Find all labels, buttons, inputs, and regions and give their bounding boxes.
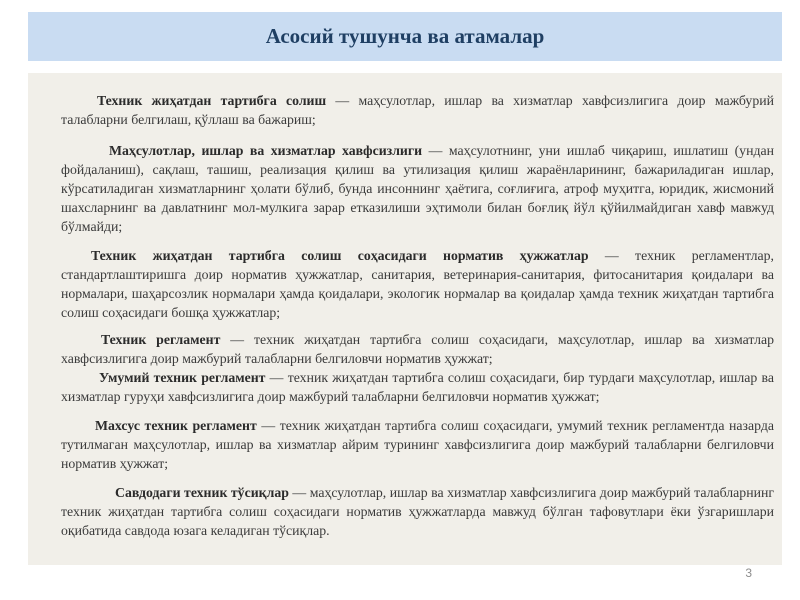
definition-text: — техник жиҳатдан тартибга солиш соҳасидаги, умумий техник регламентда назарда тутилмаган маҳсулотлар, ишлар ва хизматлар айрим турининг хавфсизлигига доир мажбурий талабларни белгиловчи норматив ҳужжат; (61, 418, 774, 471)
definition-text: — маҳсулотлар, ишлар ва хизматлар хавфсизлигига доир мажбурий талабларнинг техник жиҳатдан тартибга солиш соҳасидаги норматив ҳужжатларда мавжуд бўлган тафовутлари ёки ўзгаришлари оқибатида савдода юзага келадиган тўсиқлар. (61, 485, 774, 538)
term: Техник регламент (101, 332, 221, 347)
term: Савдодаги техник тўсиқлар (115, 485, 289, 500)
page-number: 3 (745, 566, 752, 580)
definition-text: — маҳсулотлар, ишлар ва хизматлар хавфсизлигига доир мажбурий талабларни белгилаш, қўллаш ва бажариш; (61, 93, 774, 127)
definition-technical-regulation-process (61, 91, 774, 129)
term: Техник жиҳатдан тартибга солиш (97, 93, 327, 108)
term: Умумий техник регламент (99, 370, 266, 385)
definition-text: — техник регламентлар, стандартлаштиришга доир норматив ҳужжатлар, санитария, ветеринария-санитария, фитосанитария қоидалари ва нормалари, шаҳарсозлик нормалари ҳамда қоидалари, экологик нормалар ва қоидалар ҳамда техник жиҳатдан тартибга солиш соҳасидаги бошқа ҳужжатлар; (61, 248, 774, 320)
term: Маҳсулотлар, ишлар ва хизматлар хавфсизлиги (109, 143, 423, 158)
term: Махсус техник регламент (95, 418, 257, 433)
definitions-panel (28, 73, 782, 565)
definition-general-technical-regulation (61, 368, 774, 406)
definition-text: — техник жиҳатдан тартибга солиш соҳасидаги, маҳсулотлар, ишлар ва хизматлар хавфсизлигига доир мажбурий талабларни белгиловчи норматив ҳужжат; (61, 332, 775, 366)
definition-text: — техник жиҳатдан тартибга солиш соҳасидаги, бир турдаги маҳсулотлар, ишлар ва хизматлар гуруҳи хавфсизлигига доир мажбурий талабларни белгиловчи норматив ҳужжат; (61, 370, 774, 404)
definition-text: — маҳсулотнинг, уни ишлаб чиқариш, ишлатиш (ундан фойдаланиш), сақлаш, ташиш, реализация қилиш ва утилизация қилиш жараёнларининг, бажариладиган ишлар, кўрсатиладиган хизматларнинг ҳолати бўлиб, бунда инсоннинг ҳаётига, соғлиғига, атроф муҳитга, юридик, жисмоний шахсларнинг ва давлатнинг мол-мулкига зарар етказилиши эҳтимоли билан боғлиқ йўл қўйилмайдиган хавф мавжуд бўлмайди; (61, 143, 774, 234)
term: Техник жиҳатдан тартибга солиш соҳасидаги норматив ҳужжатлар (91, 248, 589, 263)
title-banner (28, 12, 782, 61)
slide-title: Асосий тушунча ва атамалар (265, 24, 545, 48)
definition-technical-regulation (61, 330, 774, 368)
definition-special-technical-regulation (61, 416, 774, 473)
definition-normative-documents (61, 246, 774, 322)
definition-safety (61, 141, 774, 236)
definition-trade-barriers (61, 483, 774, 540)
